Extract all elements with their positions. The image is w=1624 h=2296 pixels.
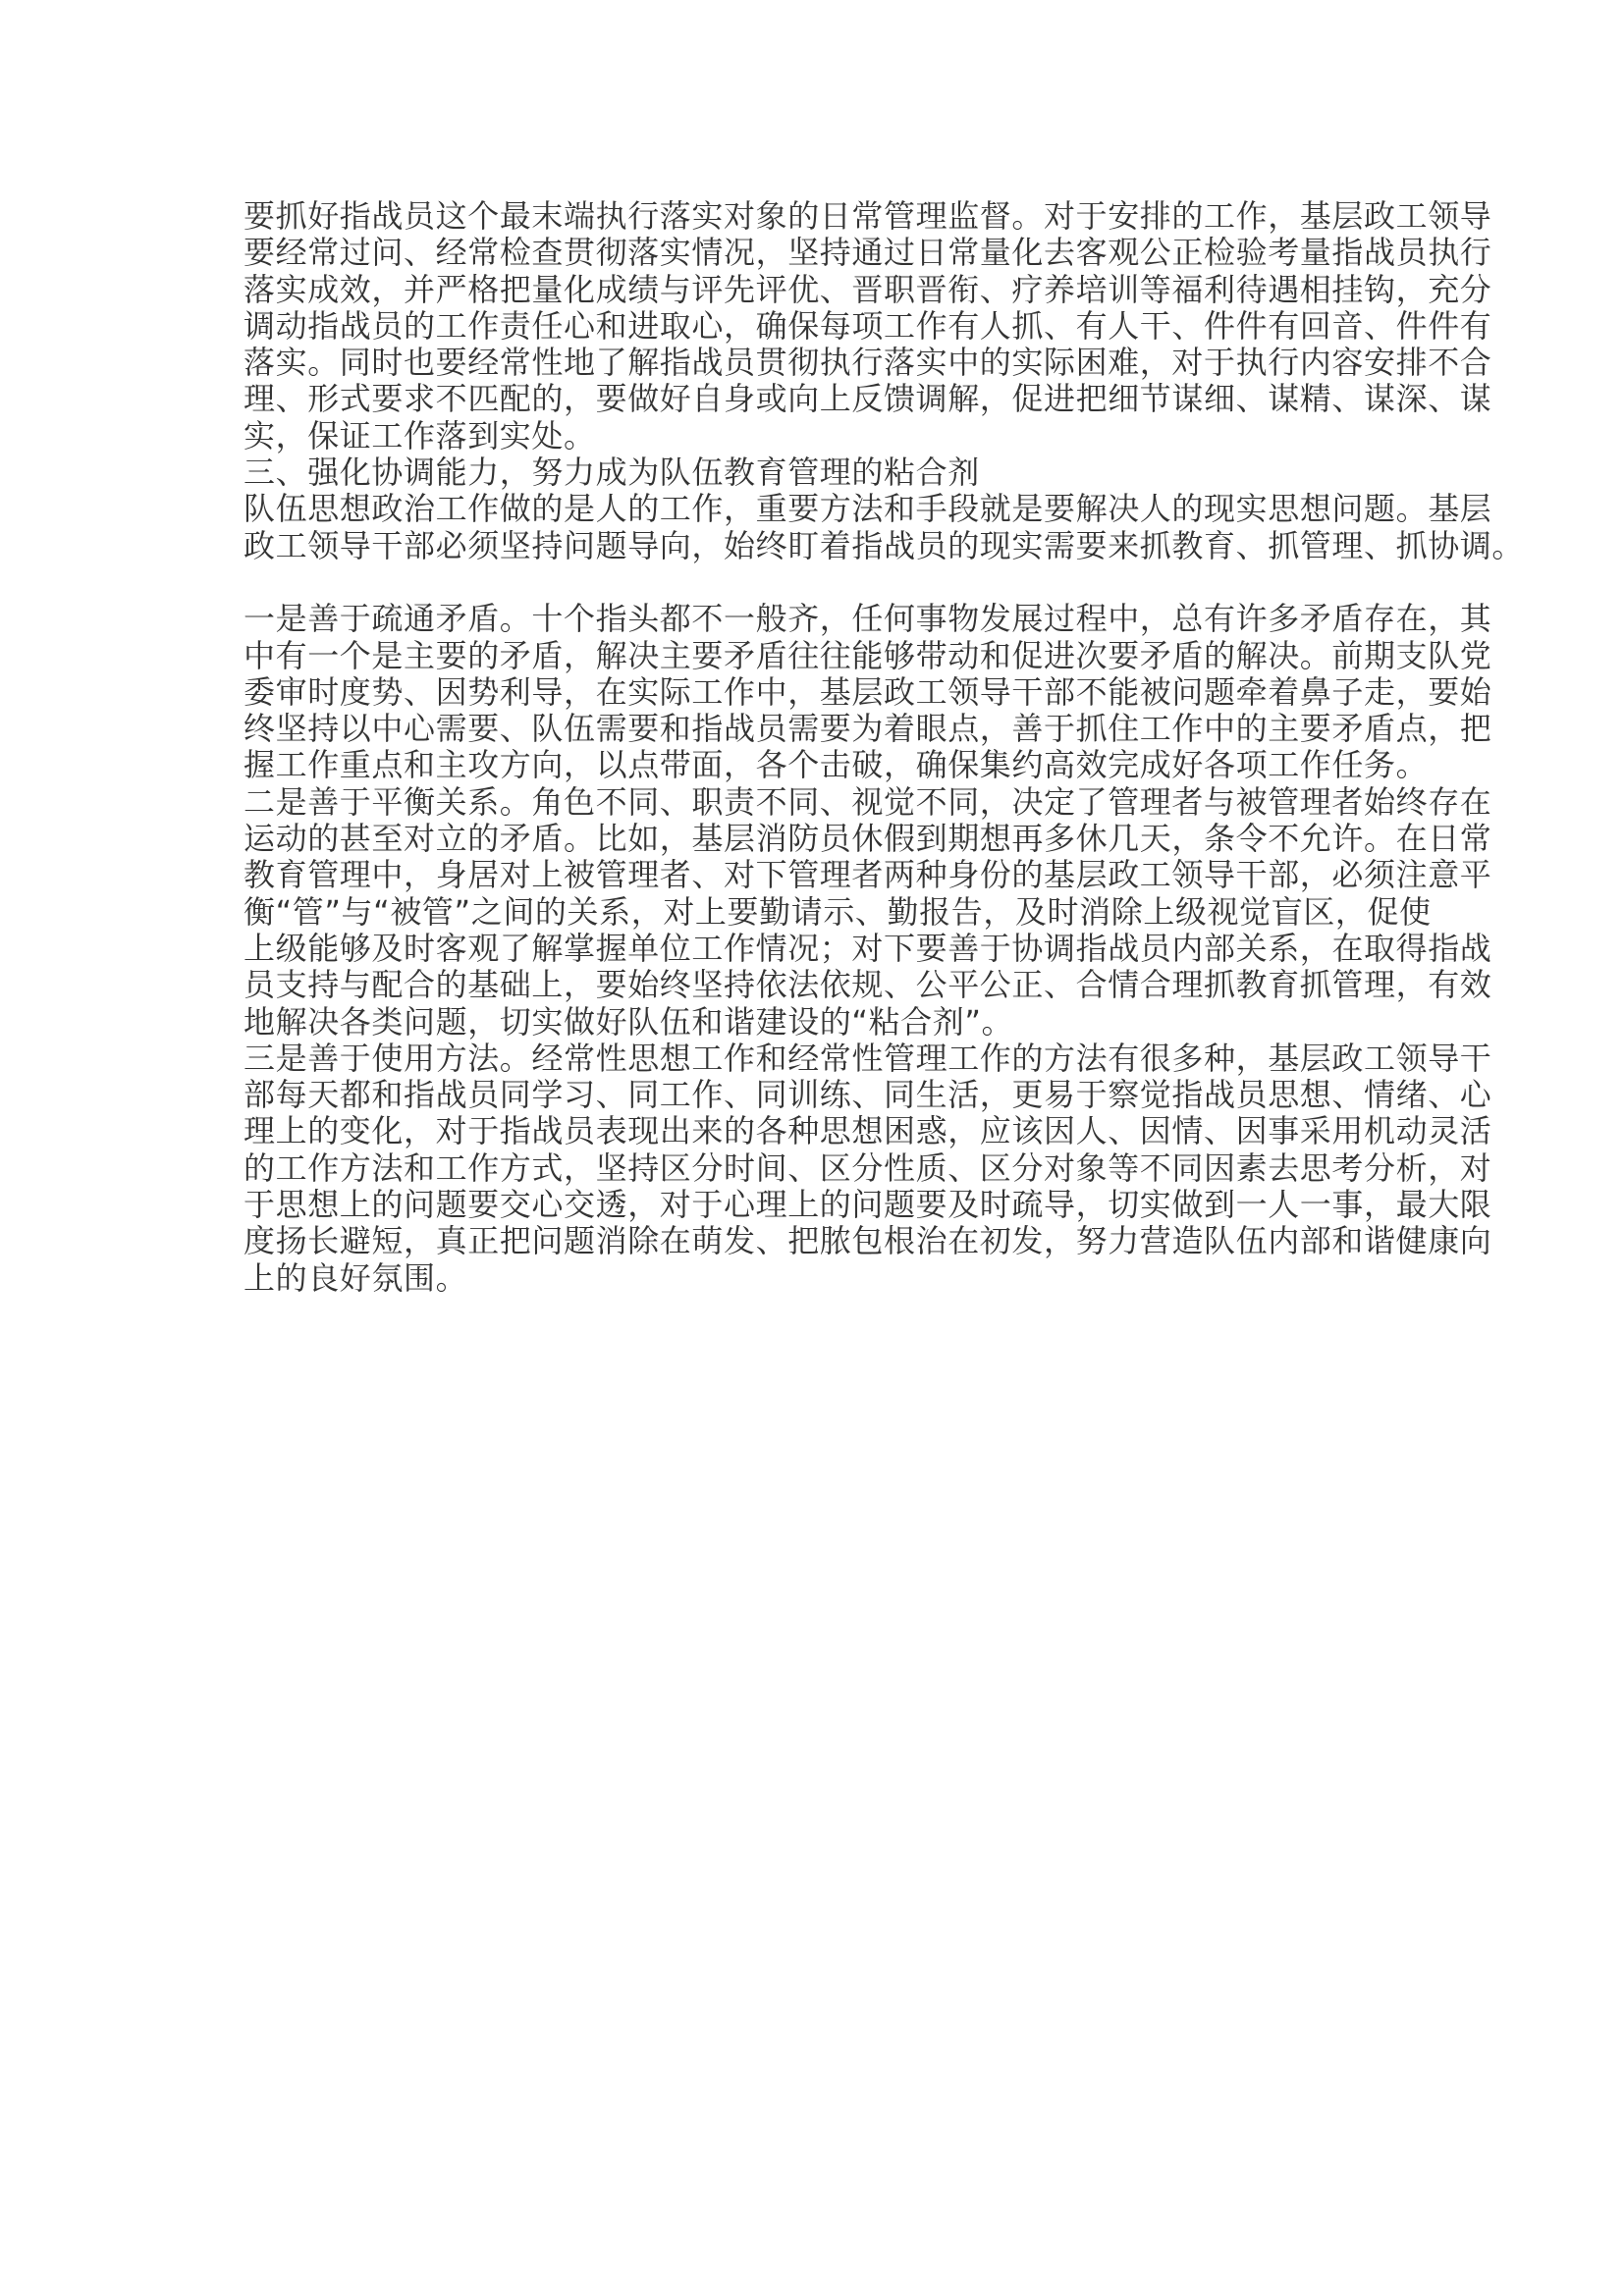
- text-line: 实，保证工作落到实处。: [244, 416, 596, 454]
- text-line: 地解决各类问题，切实做好队伍和谐建设的“粘合剂”。: [244, 1002, 1014, 1041]
- text-line: 衡“管”与“被管”之间的关系，对上要勤请示、勤报告，及时消除上级视觉盲区，促使: [244, 892, 1432, 931]
- text-line: 员支持与配合的基础上，要始终坚持依法依规、公平公正、合情合理抓教育抓管理，有效: [244, 966, 1492, 1004]
- text-line: 教育管理中，身居对上被管理者、对下管理者两种身份的基层政工领导干部，必须注意平: [244, 856, 1492, 894]
- text-line: 政工领导干部必须坚持问题导向，始终盯着指战员的现实需要来抓教育、抓管理、抓协调。: [244, 526, 1525, 564]
- text-line: 三是善于使用方法。经常性思想工作和经常性管理工作的方法有很多种，基层政工领导干: [244, 1039, 1492, 1077]
- document-body: [244, 197, 1525, 1297]
- text-line: 终坚持以中心需要、队伍需要和指战员需要为着眼点，善于抓住工作中的主要矛盾点，把: [244, 710, 1492, 748]
- blank-line: [244, 564, 1382, 601]
- text-line: 中有一个是主要的矛盾，解决主要矛盾往往能够带动和促进次要矛盾的解决。前期支队党: [244, 636, 1492, 674]
- text-line: 要抓好指战员这个最末端执行落实对象的日常管理监督。对于安排的工作，基层政工领导: [244, 197, 1492, 235]
- text-line: 委审时度势、因势利导，在实际工作中，基层政工领导干部不能被问题牵着鼻子走，要始: [244, 672, 1492, 711]
- text-line: 上级能够及时客观了解掌握单位工作情况；对下要善于协调指战员内部关系，在取得指战: [244, 929, 1492, 967]
- text-line: 理、形式要求不匹配的，要做好自身或向上反馈调解，促进把细节谋细、谋精、谋深、谋: [244, 380, 1492, 418]
- text-line: 度扬长避短，真正把问题消除在萌发、把脓包根治在初发，努力营造队伍内部和谐健康向: [244, 1222, 1492, 1260]
- text-line: 队伍思想政治工作做的是人的工作，重要方法和手段就是要解决人的现实思想问题。基层: [244, 490, 1492, 528]
- heading-text: 三、强化协调能力，努力成为队伍教育管理的粘合剂: [244, 454, 980, 492]
- paragraph-point-3: [244, 1039, 1492, 1297]
- text-line: 握工作重点和主攻方向，以点带面，各个击破，确保集约高效完成好各项工作任务。: [244, 746, 1429, 784]
- text-line: 于思想上的问题要交心交透，对于心理上的问题要及时疏导，切实做到一人一事，最大限: [244, 1186, 1492, 1224]
- paragraph-intro: [244, 490, 1525, 564]
- section-heading-3: [244, 454, 1382, 491]
- text-line: 运动的甚至对立的矛盾。比如，基层消防员休假到期想再多休几天，条令不允许。在日常: [244, 820, 1492, 858]
- paragraph-point-1: [244, 600, 1492, 784]
- text-line: 理上的变化，对于指战员表现出来的各种思想困惑，应该因人、因情、因事采用机动灵活: [244, 1112, 1492, 1150]
- text-line: 部每天都和指战员同学习、同工作、同训练、同生活，更易于察觉指战员思想、情绪、心: [244, 1076, 1492, 1114]
- paragraph-supervision: [244, 197, 1492, 454]
- text-line: 的工作方法和工作方式，坚持区分时间、区分性质、区分对象等不同因素去思考分析，对: [244, 1148, 1492, 1187]
- text-line: 二是善于平衡关系。角色不同、职责不同、视觉不同，决定了管理者与被管理者始终存在: [244, 782, 1492, 821]
- text-line: 一是善于疏通矛盾。十个指头都不一般齐，任何事物发展过程中，总有许多矛盾存在，其: [244, 600, 1492, 638]
- text-line: 上的良好氛围。: [244, 1258, 468, 1297]
- paragraph-point-2: [244, 782, 1492, 1041]
- text-line: 落实。同时也要经常性地了解指战员贯彻执行落实中的实际困难，对于执行内容安排不合: [244, 344, 1492, 382]
- text-line: 调动指战员的工作责任心和进取心，确保每项工作有人抓、有人干、件件有回音、件件有: [244, 306, 1492, 345]
- text-line: 要经常过问、经常检查贯彻落实情况，坚持通过日常量化去客观公正检验考量指战员执行: [244, 234, 1492, 272]
- text-line: 落实成效，并严格把量化成绩与评先评优、晋职晋衔、疗养培训等福利待遇相挂钩，充分: [244, 270, 1492, 308]
